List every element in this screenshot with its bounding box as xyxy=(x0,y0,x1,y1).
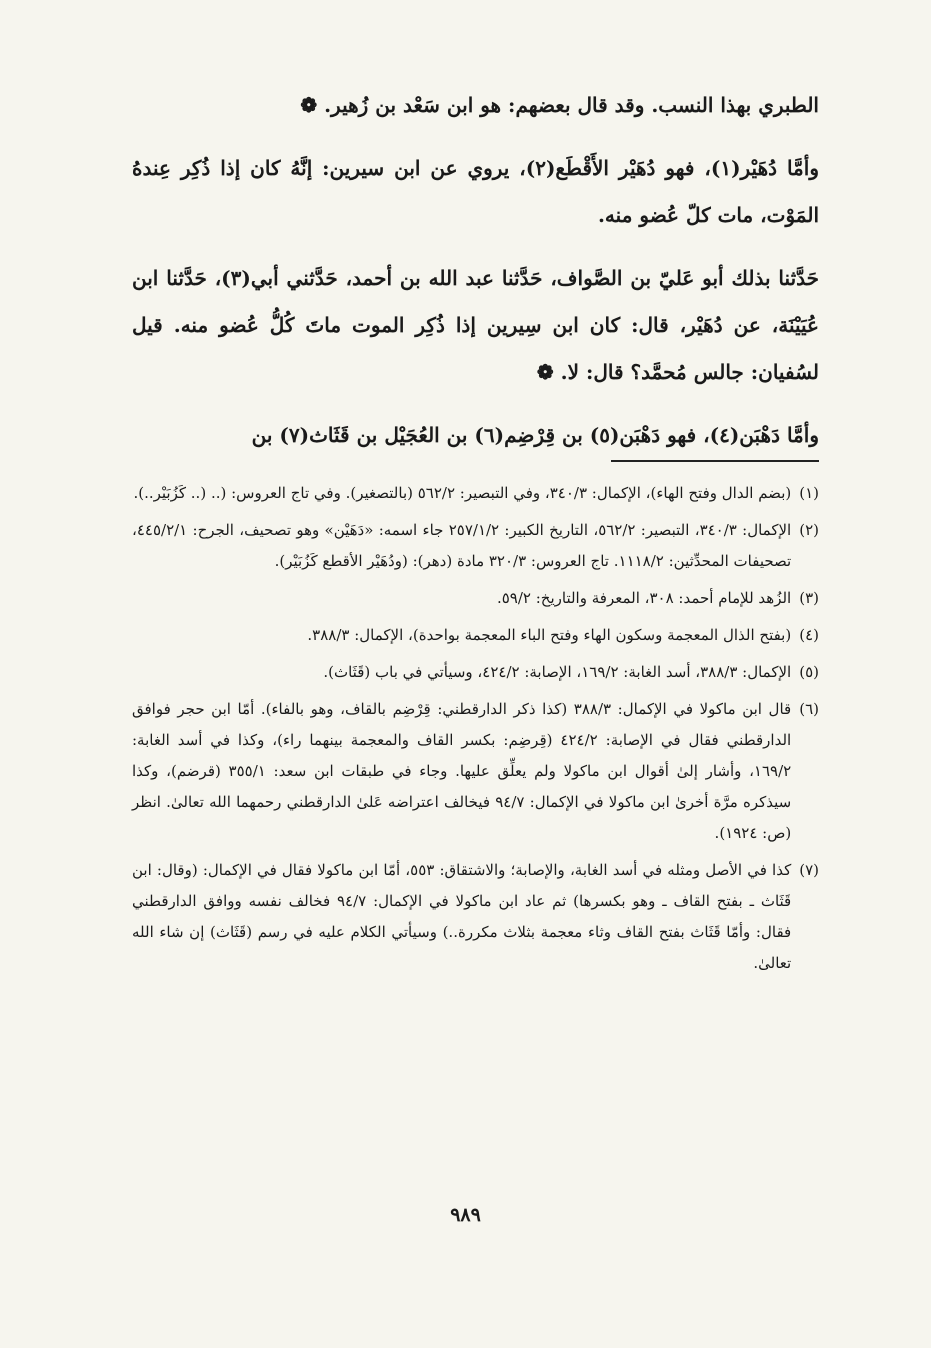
footnote-text: كذا في الأصل ومثله في أسد الغابة، والإصابة؛ والاشتقاق: ٥٥٣، أمّا ابن ماكولا فقال في الإكمال: (وقال: ابن قَثَاث ـ بفتح القاف ـ وهو بكسرها) ثم عاد ابن ماكولا في الإكمال: ٩٤/٧ فخالف نفسه ووافق الدارقطني فقال: وأمّا قَثَاث بفتح القاف وثاء معجمة بثلاث مكررة..) وسيأتي الكلام عليه في رسم (قَثَاث) إن شاء الله تعالىٰ. xyxy=(132,861,792,972)
footnote-number: (٧) xyxy=(799,861,819,879)
footnote-number: (٢) xyxy=(799,521,819,539)
footnote-number: (١) xyxy=(799,484,819,502)
footnote xyxy=(132,694,819,849)
footnote xyxy=(132,657,819,688)
footnote-text: قال ابن ماكولا في الإكمال: ٣٨٨/٣ (كذا ذكر الدارقطني: قِرْضِم بالقاف، وهو بالفاء). أمّا ابن حجر فوافق الدارقطني فقال في الإصابة: ٤٢٤/٢ (قِرضِم: بكسر القاف والمعجمة بينهما راء)، وكذا في أسد الغابة: ١٦٩/٢، وأشار إلىٰ أقوال ابن ماكولا ولم يعلِّق عليها. وجاء في طبقات ابن سعد: ٣٥٥/١ (قرضم)، وكذا سيذكره مرَّة أخرىٰ ابن ماكولا في الإكمال: ٩٤/٧ فيخالف اعتراضه عَلىٰ الدارقطني رحمهما الله تعالىٰ. انظر (ص: ١٩٢٤). xyxy=(132,700,792,842)
paragraph: وأمَّا دَهْبَن(٤)، فهو دَهْبَن(٥) بن قِرْضِم(٦) بن العُجَيْل بن قَثَاث(٧) بن xyxy=(251,423,819,447)
footnote xyxy=(132,515,819,577)
footnote-number: (٦) xyxy=(799,700,819,718)
paragraph: حَدَّثنا بذلك أبو عَليّ بن الصَّواف، حَدَّثنا عبد الله بن أحمد، حَدَّثني أبي(٣)، حَدَّثنا ابن عُيَيْنَة، عن دُهَيْر، قال: كان ابن سِيرين إذا ذُكِر الموت ماتَ كُلُّ عُضو منه. قيل لسُفيان: جالس مُحمَّد؟ قال: لا. ❁ xyxy=(132,266,819,384)
paragraph: وأمَّا دُهَيْر(١)، فهو دُهَيْر الأَقْطَع(٢)، يروي عن ابن سيرين: إنَّهُ كان إذا ذُكِر عِندهُ المَوْت، مات كلّ عُضو منه. xyxy=(132,156,819,227)
footnote-text: (بضم الدال وفتح الهاء)، الإكمال: ٣٤٠/٣، وفي التبصير: ٥٦٢/٢ (بالتصغير). وفي تاج العروس: (.. (.. كَزُبَيْر..). xyxy=(133,484,792,502)
footnote-text: الإكمال: ٣٤٠/٣، التبصير: ٥٦٢/٢، التاريخ الكبير: ٢٥٧/١/٢ جاء اسمه: «دَهَيْن» وهو تصحيف، الجرح: ٤٤٥/٢/١، تصحيفات المحدِّثين: ١١١٨/٢. تاج العروس: ٣٢٠/٣ مادة (دهر): (ودُهَيْر الأقطع كَزُبَيْر). xyxy=(132,521,792,570)
footnote xyxy=(132,620,819,651)
footnote-separator xyxy=(611,460,819,462)
main-text xyxy=(132,82,819,475)
footnotes xyxy=(132,478,819,985)
paragraph: الطبري بهذا النسب. وقد قال بعضهم: هو ابن سَعْد بن زُهير. ❁ xyxy=(300,93,819,117)
footnote-text: الزُهد للإمام أحمد: ٣٠٨، المعرفة والتاريخ: ٥٩/٢. xyxy=(496,589,792,607)
footnote xyxy=(132,478,819,509)
footnote-text: الإكمال: ٣٨٨/٣، أسد الغابة: ١٦٩/٢، الإصابة: ٤٢٤/٢، وسيأتي في باب (قَثَاث). xyxy=(323,663,792,681)
footnote-number: (٥) xyxy=(799,663,819,681)
footnote-number: (٤) xyxy=(799,626,819,644)
page-number: ٩٨٩ xyxy=(450,1204,481,1226)
footnote xyxy=(132,855,819,979)
footnote-number: (٣) xyxy=(799,589,819,607)
footnote-text: (بفتح الذال المعجمة وسكون الهاء وفتح الباء المعجمة بواحدة)، الإكمال: ٣٨٨/٣. xyxy=(307,626,792,644)
footnote xyxy=(132,583,819,614)
